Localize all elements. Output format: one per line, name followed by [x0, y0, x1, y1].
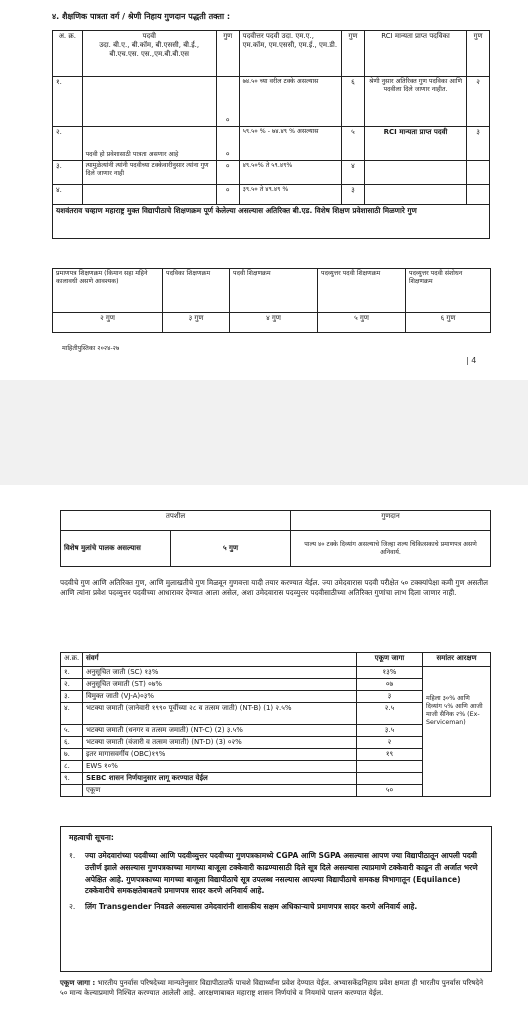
row-desc: पाल्य ४० टक्के दिव्यांग असल्याचे जिल्हा शल्य चिकित्सकाचे प्रमाणपत्र असणे अनिवार्य.: [291, 531, 491, 567]
degree-examples: उदा. बी.ए., बी.कॉम, बी.एससी, बी.ई., बी.एच.एस. एस.,एम.बी.बी.एस: [99, 40, 200, 58]
row-pg: ५९.५० % - ७४.४९ % असल्यास: [239, 127, 341, 161]
row-serial: २.: [61, 679, 83, 691]
note-number: २.: [69, 901, 76, 911]
col-marking: गुणदान: [291, 511, 491, 531]
col-degree-marks: गुण: [216, 31, 239, 77]
row-seats: २: [357, 737, 423, 749]
table-row: [53, 313, 491, 333]
row-rci: RCI मान्यता प्राप्त पदवी: [364, 127, 466, 161]
col-total-seats: एकूण जागा: [357, 653, 423, 667]
note-text: लिंग Transgender निवडले असल्यास उमेदवारांनी शासकीय सक्षम अधिकाऱ्याचे प्रमाणपत्र सादर करणे अनिवार्य आहे.: [85, 901, 418, 911]
col-pg-degree: पदवीत्तर पदवी उदा. एम.ए., एम.कॉम, एम.एससी, एम.ई., एम.डी.: [239, 31, 341, 77]
row-serial: ७.: [61, 749, 83, 761]
row-category: SEBC शासन निर्णयानुसार लागू करण्यात येईल: [83, 773, 357, 785]
row-rci: श्रेणी नुसार अतिरिक्त गुण पदविका आणि पदवीला दिले जाणार नाहीत.: [364, 77, 466, 127]
booklet-footnote: माहितीपुस्तिका २०२४-२७: [62, 345, 120, 352]
row-serial: ४.: [61, 703, 83, 725]
row-rci-marks: [467, 161, 490, 185]
row-seats: [357, 773, 423, 785]
row-serial: ६.: [61, 737, 83, 749]
row-seats: ३: [357, 691, 423, 703]
col-details: तपशील: [61, 511, 291, 531]
row-serial: ५.: [61, 725, 83, 737]
row-category: भटक्या जमाती (धनगर व तत्सम जमाती) (NT-C) (2) ३.५%: [83, 725, 357, 737]
row-seats: [357, 761, 423, 773]
note-number: १.: [69, 851, 76, 861]
row-rci: [364, 161, 466, 185]
extra-marks-table: [52, 268, 491, 333]
row-pg: ४९.५०% ते ५९.४९%: [239, 161, 341, 185]
table-row: [53, 185, 490, 205]
merit-paragraph: पदवीचे गुण आणि अतिरिक्त गुण, आणि मुलाखतीचे गुण मिळवून गुणवत्ता यादी तयार करण्यात येईल. ज्या उमेदवारास पदवी परीक्षेत ५० टक्क्यांपेक्षा कमी गुण असतील आणि त्यांना प्रवेश पदव्युत्तर पदवीच्या आधारावर देण्यात आला असेल, अशा उमेदवारास पदव्युत्तर पदवीसाठीच्या अतिरिक्त गुणांचा लाभ दिला जाणार नाही.: [60, 578, 489, 598]
row-serial: ८.: [61, 761, 83, 773]
row-serial: ४.: [53, 185, 83, 205]
row-category: भटक्या जमाती (वंजारी व तत्सम जमाती) (NT-D) (3) ०२%: [83, 737, 357, 749]
row-serial: ९.: [61, 773, 83, 785]
row-degree-marks: ०: [216, 77, 239, 127]
row-seats: १३%: [357, 667, 423, 679]
marks-cell: ५ गुण: [318, 313, 406, 333]
col-category: संवर्ग: [83, 653, 357, 667]
row-pg: ३९.५० ते ४९.४९ %: [239, 185, 341, 205]
row-seats: ०७: [357, 679, 423, 691]
special-parent-table: [60, 510, 491, 567]
table-row: [53, 127, 490, 161]
list-item: [69, 901, 483, 913]
row-pg-marks: ५: [342, 127, 365, 161]
row-degree-marks: ०: [216, 161, 239, 185]
row-seats: १९: [357, 749, 423, 761]
page-number: | 4: [466, 356, 477, 365]
row-category: EWS १०%: [83, 761, 357, 773]
row-serial: २.: [53, 127, 83, 161]
row-category: अनुसूचित जमाती (ST) ०७%: [83, 679, 357, 691]
row-degree-marks: ०: [216, 127, 239, 161]
col-pg-research: पदव्युत्तर पदवी संशोधन शिक्षणक्रम: [406, 269, 491, 313]
row-marks: ५ गुण: [171, 531, 291, 567]
table-row: [53, 77, 490, 127]
row-pg-marks: ६: [342, 77, 365, 127]
col-serial: अ. क्र.: [53, 31, 83, 77]
page-separator: [0, 380, 528, 485]
col-serial: अ.क्र.: [61, 653, 83, 667]
parallel-reservation: महिला ३०% आणि दिव्यांग ५% आणि आजी माजी सैनिक २% (Ex-Serviceman): [423, 667, 491, 797]
list-item: [69, 850, 483, 897]
row-label: विशेष मुलांचे पालक असल्यास: [61, 531, 171, 567]
row-seats: ५०: [357, 785, 423, 797]
row-seats: ३.५: [357, 725, 423, 737]
col-rci: RCI मान्यता प्राप्त पदविका: [364, 31, 466, 77]
marks-cell: ३ गुण: [163, 313, 230, 333]
col-pg-degree: पदव्युत्तर पदवी शिक्षणक्रम: [318, 269, 406, 313]
row-category: इतर मागासवर्गीय (OBC)१९%: [83, 749, 357, 761]
row-rci-marks: ३: [467, 127, 490, 161]
marks-cell: २ गुण: [53, 313, 163, 333]
row-degree-marks: ०: [216, 185, 239, 205]
row-category: अनुसूचित जाती (SC) १३%: [83, 667, 357, 679]
table-row: [61, 667, 491, 679]
row-rci-marks: २: [467, 77, 490, 127]
eligibility-marks-table: [52, 30, 490, 239]
reservation-table: [60, 652, 491, 797]
col-certificate: प्रमाणपत्र शिक्षणक्रम (किमान सहा महिने कालावधी असणे आवश्यक): [53, 269, 163, 313]
row-pg-marks: ४: [342, 161, 365, 185]
notes-list: [69, 850, 483, 912]
important-notes-box: [60, 826, 492, 972]
note-text: ज्या उमेदवारांच्या पदवीच्या आणि पदवीव्युत्तर पदवीच्या गुणपत्रकामध्ये CGPA आणि SGPA असल्यास आपण ज्या विद्यापीठातून आपली पदवी उत्तीर्ण झाले असल्यास गुणपत्रकाच्या मागच्या बाजूला टक्केवारी काढण्यासाठी दिले सूत्र दिले असल्यास त्याप्रमाणे टक्केवारी काढून ती अर्जात भरणे अपेक्षित आहे. गुणपत्रकाच्या मागच्या बाजूला विद्यापीठाचे सूत्र उपलब्ध नसल्यास आपल्या विद्यापीठाचे समकक्ष विभागातून (Equilance) टक्केवारीचे समकक्षतेबाबतचे प्रमाणपत्र सादर करणे अनिवार्य आहे.: [85, 851, 478, 896]
row-rci: [364, 185, 466, 205]
col-diploma: पदविका शिक्षणक्रम: [163, 269, 230, 313]
row-serial: ३.: [61, 691, 83, 703]
row-category: एकूण: [83, 785, 357, 797]
marks-cell: ६ गुण: [406, 313, 491, 333]
col-rci-marks: गुण: [467, 31, 490, 77]
section-heading: ४. शैक्षणिक पात्रता वर्ग / श्रेणी निहाय गुणदान पद्धती तक्ता :: [52, 12, 231, 21]
ycmou-extra-marks-heading: यशवंतराव चव्हाण महाराष्ट्र मुक्त विद्यापीठाचे शिक्षणक्रम पूर्ण केलेल्या असल्यास अतिरिक्त बी.एड. विशेष शिक्षण प्रवेशासाठी मिळणारे गुण: [53, 205, 490, 239]
row-serial: १.: [61, 667, 83, 679]
row-degree: पदवी हो प्रवेशासाठी पात्रता असणार आहे: [82, 127, 216, 161]
row-rci-marks: [467, 185, 490, 205]
col-parallel: समांतर आरक्षण: [423, 653, 491, 667]
row-category: भटक्या जमाती (जानेवारी १९९० पूर्वीच्या २८ व तत्सम जाती) (NT-B) (1) २.५%: [83, 703, 357, 725]
notes-title: महत्वाची सूचना:: [69, 833, 114, 842]
marks-cell: ४ गुण: [230, 313, 318, 333]
table-row: [53, 161, 490, 185]
row-degree: त्यामुळेत्यांनी त्यांनी पदवीच्या टक्केवारीनुसार त्यांना गुण दिले जाणार नाही: [82, 161, 216, 185]
total-seats-paragraph: [60, 978, 492, 999]
row-seats: २.५: [357, 703, 423, 725]
row-pg: ७४.५० च्या वरील टक्के असल्यास: [239, 77, 341, 127]
total-seats-text: भारतीय पुनर्वास परिषदेच्या मान्यतेनुसार विद्यापीठातर्फे पाचशे विद्यार्थ्यांना प्रवेश देण्यात येईल. अभ्यासकेंद्रनिहाय प्रवेश क्षमता ही भारतीय पुनर्वास परिषदेने ५० मान्य केल्याप्रमाणे निश्चित करण्यात आलेली आहे. आरक्षणाबाबत महाराष्ट्र शासन निर्णयांचे व नियमांचे पालन करण्यात येईल.: [60, 978, 484, 998]
row-category: विमुक्त जाती (VJ-A)०३%: [83, 691, 357, 703]
row-degree: [82, 77, 216, 127]
row-serial: [61, 785, 83, 797]
col-pg-marks: गुण: [342, 31, 365, 77]
col-degree: पदवी उदा. बी.ए., बी.कॉम, बी.एससी, बी.ई., बी.एच.एस. एस.,एम.बी.बी.एस: [82, 31, 216, 77]
row-degree: [82, 185, 216, 205]
row-serial: ३.: [53, 161, 83, 185]
row-pg-marks: ३: [342, 185, 365, 205]
col-degree: पदवी शिक्षणक्रम: [230, 269, 318, 313]
row-serial: १.: [53, 77, 83, 127]
total-seats-label: एकूण जागा :: [60, 978, 96, 987]
